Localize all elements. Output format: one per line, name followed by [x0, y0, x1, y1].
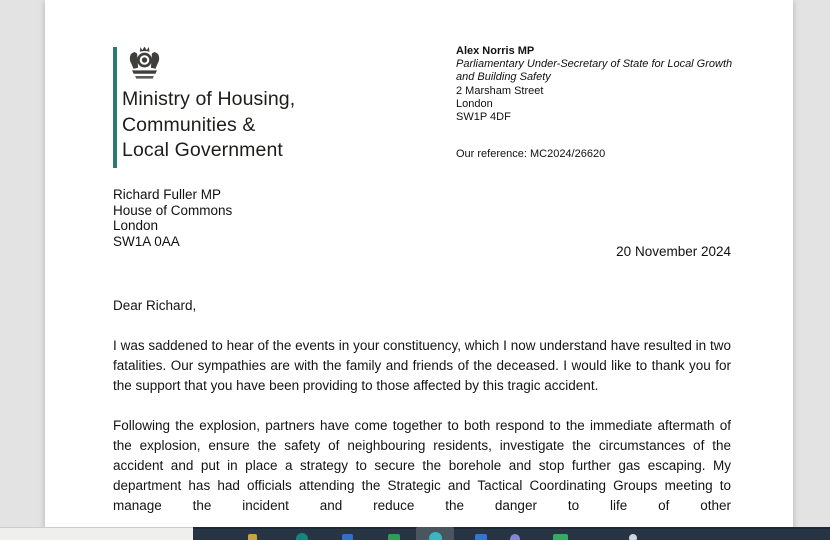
taskbar — [0, 527, 830, 540]
taskbar-app-icon-7[interactable] — [510, 534, 520, 540]
recipient-line: Richard Fuller MP — [113, 187, 222, 202]
logo-teal-bar — [113, 47, 117, 168]
salutation: Dear Richard, — [113, 298, 197, 313]
recipient-line: London — [113, 218, 159, 234]
department-name-line: Ministry of Housing, — [122, 88, 296, 110]
taskbar-app-icon-6[interactable] — [475, 534, 487, 540]
sender-address-line: SW1P 4DF — [456, 111, 511, 124]
recipient-line: House of Commons — [113, 202, 233, 218]
department-name — [122, 87, 295, 164]
sender-block — [456, 45, 738, 161]
letter-body — [113, 296, 731, 527]
recipient-line: SW1A 0AA — [113, 233, 180, 249]
royal-crest-icon — [126, 46, 163, 90]
reference-line: Our reference: MC2024/26620 — [456, 148, 606, 161]
sender-address-line: 2 Marsham Street — [456, 84, 544, 97]
taskbar-icons — [0, 527, 830, 540]
letter-date: 20 November 2024 — [616, 244, 731, 259]
taskbar-app-icon-8[interactable] — [553, 534, 568, 540]
paragraph-1: I was saddened to hear of the events in your constituency, which I now understand have resulted in two fatalities. Our sympathies are with the family and friends of the deceased. I would like to thank you for the support that you have been providing to those affected by this tragic accident. — [113, 338, 731, 393]
department-name-line: Communities & — [122, 113, 256, 136]
taskbar-app-icon-3[interactable] — [342, 534, 353, 540]
letter-page — [45, 0, 793, 527]
recipient-block — [113, 187, 232, 249]
sender-name: Alex Norris MP — [456, 45, 535, 57]
taskbar-app-icon-2[interactable] — [296, 533, 308, 540]
sender-title: Parliamentary Under-Secretary of State for Local Growth and Building Safety — [456, 58, 733, 84]
taskbar-app-icon-1[interactable] — [248, 534, 257, 540]
taskbar-app-icon-9[interactable] — [629, 534, 637, 540]
department-name-line: Local Government — [122, 139, 283, 162]
sender-address-line: London — [456, 97, 493, 110]
taskbar-app-icon-5[interactable] — [429, 532, 442, 540]
mhclg-logo — [113, 47, 353, 169]
taskbar-app-icon-4[interactable] — [388, 534, 400, 540]
paragraph-2: Following the explosion, partners have come together to both respond to the immediate aftermath of the explosion, ensure the safety of neighbouring residents, investigate the circumstances of the accident and put in place a strategy to secure the borehole and stop further gas escaping. My department has had officials attending the Strategic and Tactical Coordinating Groups meeting to manage the incident and reduce the danger to life of other — [113, 418, 731, 513]
